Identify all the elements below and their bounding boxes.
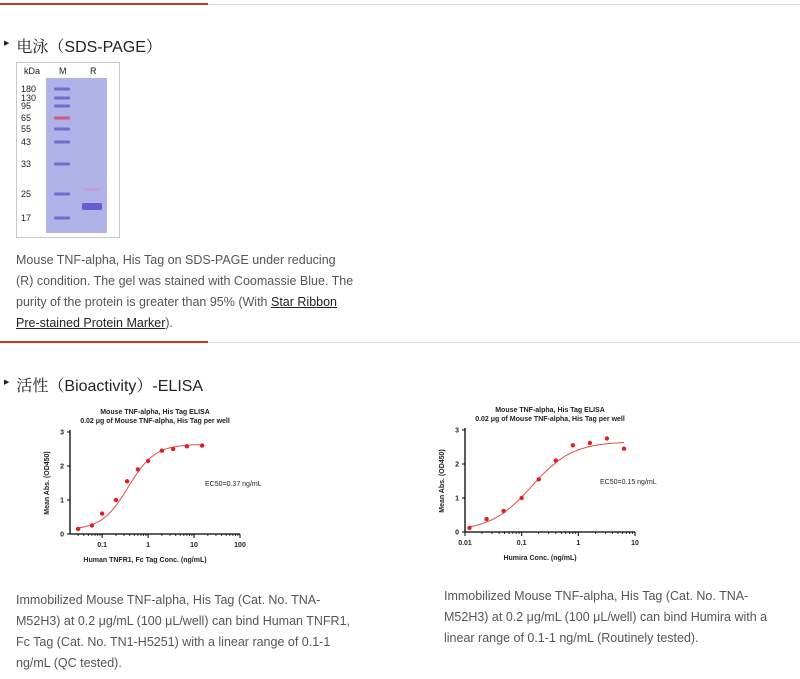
chart-subtitle: 0.02 μg of Mouse TNF-alpha, His Tag per well (475, 416, 625, 423)
data-point (90, 523, 94, 527)
elisa-right-description: Immobilized Mouse TNF-alpha, His Tag (Cat. No. TNA-M52H3) at 0.2 μg/mL (100 μL/well) can bind Humira with a linear range of 0.1-1 ng/mL (Routinely tested). (444, 589, 768, 645)
sds-desc-text: Mouse TNF-alpha, His Tag on SDS-PAGE under reducing (R) condition. The gel was stained with Coomassie Blue. The purity of the protein is greater than 95% (With (16, 253, 354, 309)
gel-marker-label: 33 (21, 159, 32, 169)
gel-ladder-band (54, 128, 70, 131)
x-tick-label: 10 (190, 542, 198, 549)
gel-marker-label: 130 (21, 93, 37, 103)
gel-ladder-band (54, 163, 70, 166)
elisa-section-title (4, 373, 203, 396)
x-tick-label: 0.01 (458, 540, 472, 547)
y-tick-label: 3 (455, 427, 459, 435)
y-axis-label: Mean Abs. (OD450) (439, 449, 446, 513)
data-point (100, 511, 104, 515)
elisa-left-description: Immobilized Mouse TNF-alpha, His Tag (Cat. No. TNA-M52H3) at 0.2 μg/mL (100 μL/well) can bind Human TNFR1, Fc Tag (Cat. No. TN1-H5251) with a linear range of 0.1-1 ng/mL (QC tested). (16, 593, 350, 670)
gel-r-main-band (82, 203, 102, 210)
y-tick-label: 0 (60, 531, 64, 539)
data-point (484, 517, 488, 521)
gel-marker-labels (21, 84, 36, 223)
sds-section-title (4, 34, 162, 57)
y-tick-label: 2 (60, 463, 64, 471)
sds-description (16, 250, 356, 334)
gel-m-header: M (59, 66, 67, 76)
sds-title-text: 电泳（SDS-PAGE） (16, 39, 162, 56)
gel-marker-label: 43 (21, 137, 32, 147)
gel-ladder-band (54, 141, 70, 144)
y-tick-label: 1 (60, 497, 64, 505)
x-tick-label: 1 (146, 542, 151, 549)
data-point (501, 509, 505, 513)
gel-kda-header: kDa (24, 66, 41, 76)
ec50-annotation: EC50=0.15 ng/mL (600, 479, 657, 486)
chart-title: Mouse TNF-alpha, His Tag ELISA (100, 409, 210, 416)
gel-ladder-band (54, 97, 70, 100)
data-point (76, 527, 80, 531)
y-tick-label: 3 (60, 429, 64, 437)
data-point (537, 477, 541, 481)
ec50-annotation: EC50=0.37 ng/mL (205, 481, 262, 488)
data-point (571, 443, 575, 447)
divider-accent (0, 341, 208, 343)
elisa-chart-left (40, 404, 270, 576)
data-point (146, 459, 150, 463)
y-axis-label: Mean Abs. (OD450) (44, 451, 51, 515)
gel-marker-label: 17 (21, 213, 32, 223)
x-tick-label: 100 (234, 542, 246, 549)
data-point (160, 449, 164, 453)
gel-ladder-band (54, 217, 70, 220)
chart-subtitle: 0.02 μg of Mouse TNF-alpha, His Tag per well (80, 418, 230, 425)
data-point (125, 479, 129, 483)
gel-marker-label: 95 (21, 101, 32, 111)
gel-svg (17, 63, 119, 237)
bullet-triangle-icon: ▶ (4, 378, 10, 386)
gel-image (16, 62, 120, 238)
x-axis-label: Humira Conc. (ng/mL) (503, 555, 577, 562)
data-point (622, 447, 626, 451)
gel-marker-label: 65 (21, 113, 32, 123)
y-tick-label: 1 (455, 495, 459, 503)
gel-marker-label: 25 (21, 189, 32, 199)
data-point (114, 498, 118, 502)
y-tick-label: 0 (455, 529, 459, 537)
data-point (519, 496, 523, 500)
gel-r-faint-band (83, 188, 101, 191)
elisa-title-text: 活性（Bioactivity）-ELISA (16, 378, 204, 395)
elisa-chart-right (435, 402, 665, 574)
top-divider (0, 4, 800, 5)
gel-ladder-band (54, 88, 70, 91)
gel-r-header: R (90, 66, 97, 76)
chart-title: Mouse TNF-alpha, His Tag ELISA (495, 407, 605, 414)
data-point (136, 467, 140, 471)
data-point (554, 458, 558, 462)
bullet-triangle-icon: ▶ (4, 39, 10, 47)
x-tick-label: 0.1 (97, 542, 107, 549)
sds-desc-end: ). (165, 316, 174, 330)
middle-divider (0, 342, 800, 343)
data-point (171, 447, 175, 451)
x-axis-label: Human TNFR1, Fc Tag Conc. (ng/mL) (83, 557, 207, 564)
y-tick-label: 2 (455, 461, 459, 469)
gel-marker-label: 55 (21, 124, 32, 134)
x-tick-label: 10 (631, 540, 639, 547)
x-tick-label: 1 (576, 540, 581, 547)
x-tick-label: 0.1 (516, 540, 527, 547)
data-point (185, 444, 189, 448)
divider-accent (0, 3, 208, 5)
data-point (200, 443, 204, 447)
fit-curve (78, 445, 202, 528)
data-point (467, 526, 471, 530)
gel-marker-label: 180 (21, 84, 37, 94)
data-point (588, 441, 592, 445)
data-point (605, 436, 609, 440)
marker-link[interactable]: Star Ribbon Pre-stained Protein Marker (16, 295, 338, 330)
gel-ladder-band (54, 105, 70, 108)
gel-ladder-band (54, 193, 70, 196)
gel-ladder-band (54, 117, 70, 120)
